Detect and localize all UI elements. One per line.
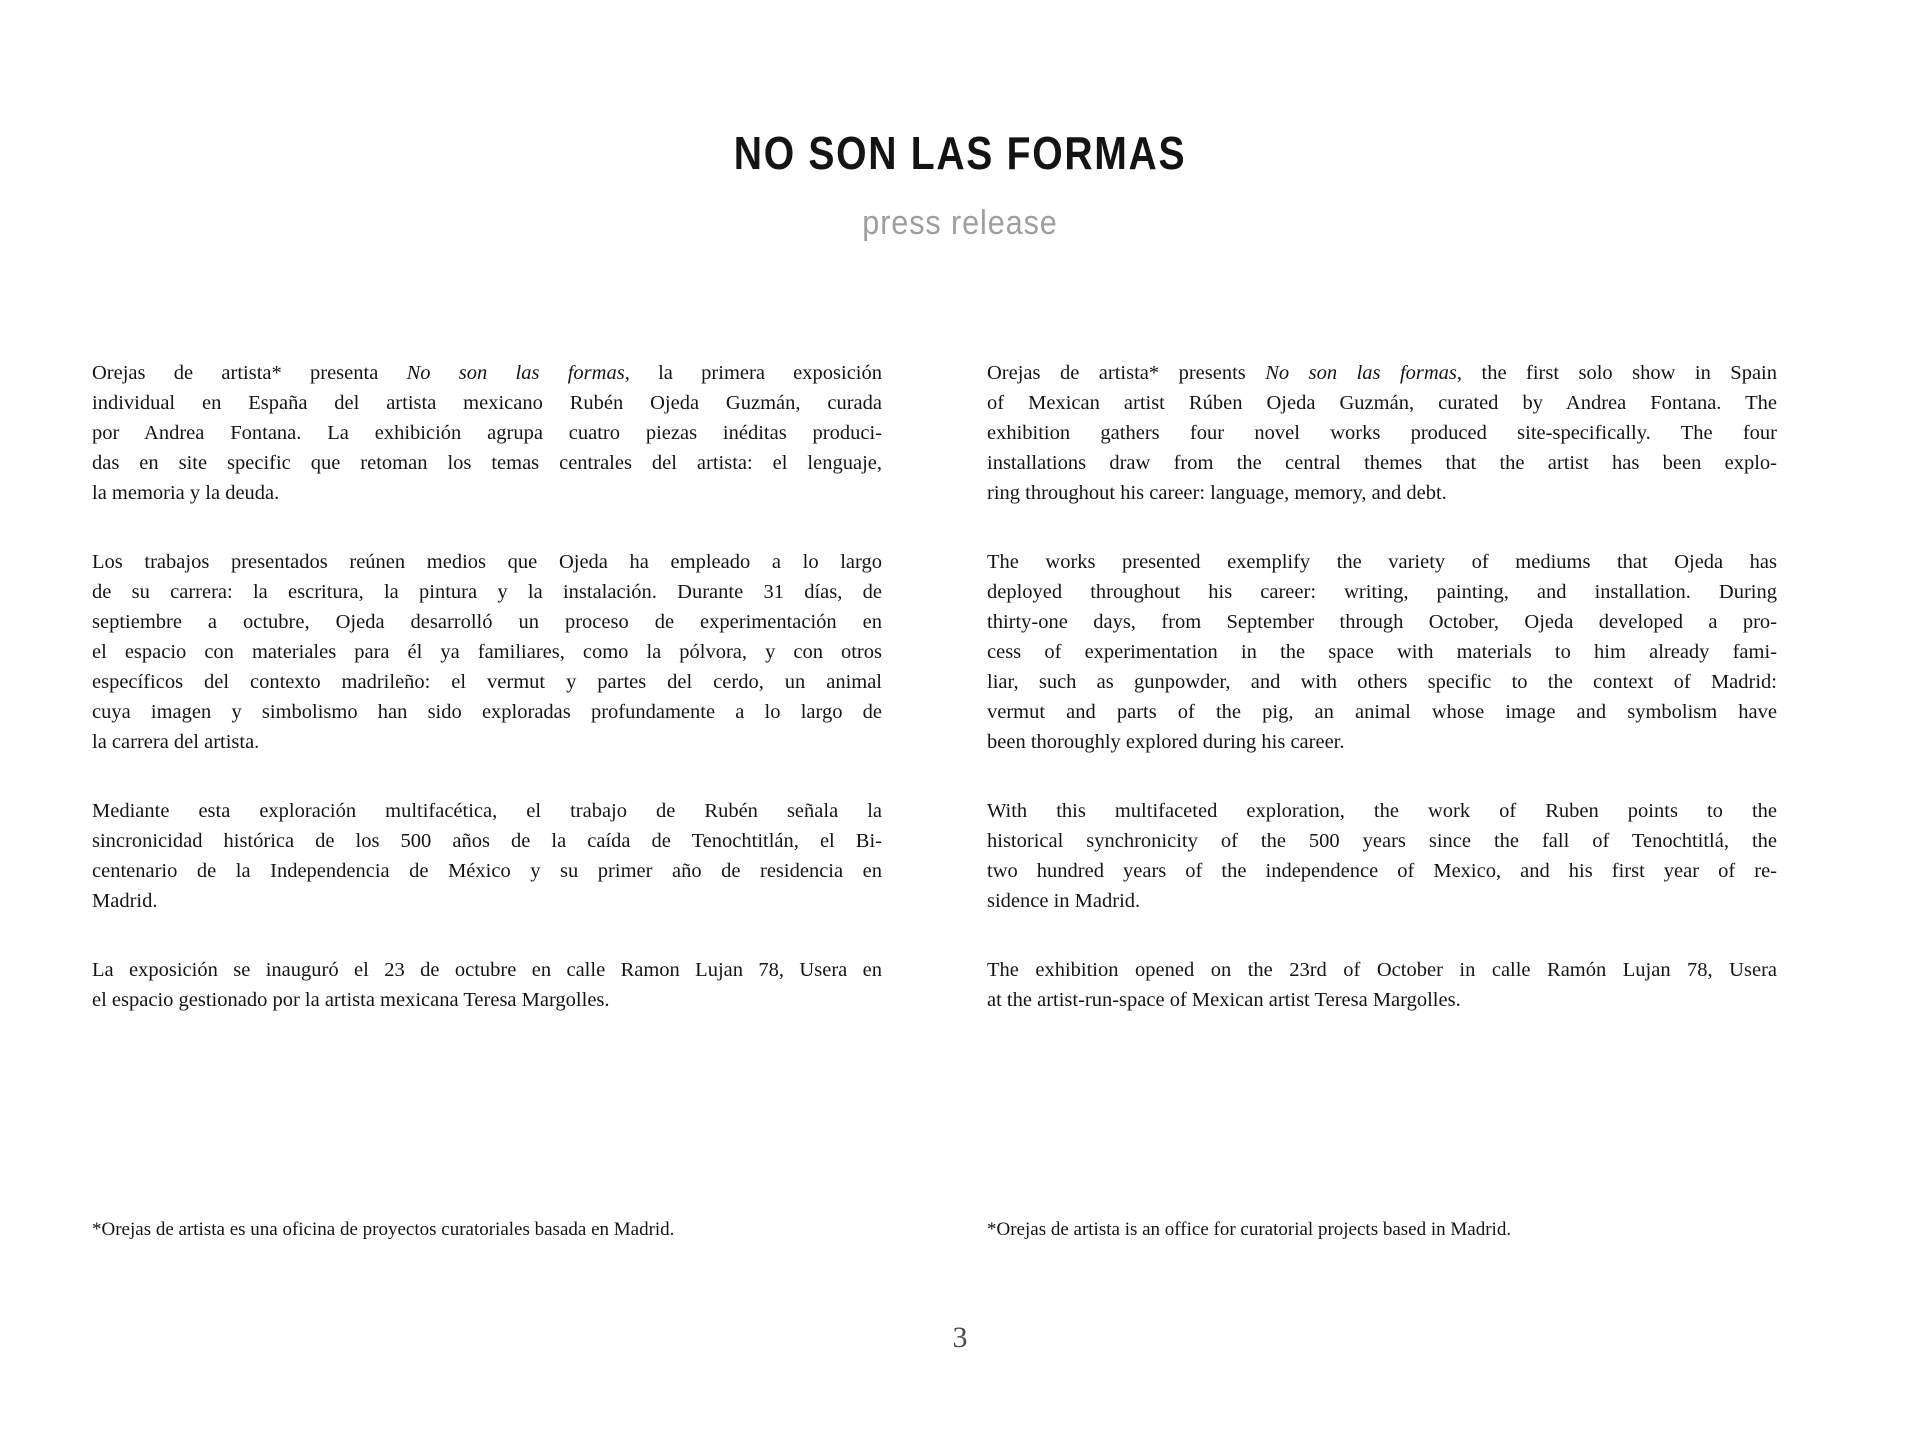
text-line: septiembre a octubre, Ojeda desarrolló un proceso de experimentación en [92,611,882,633]
text-line: installations draw from the central themes that the artist has been explo- [987,452,1777,474]
text-line: sincronicidad histórica de los 500 años de la caída de Tenochtitlán, el Bi- [92,830,882,852]
paragraph [987,358,1777,508]
text-line: Orejas de artista* presents No son las formas, the first solo show in Spain [987,362,1778,384]
paragraph [987,796,1777,916]
paragraph [987,547,1777,757]
two-column-body [92,358,1777,1440]
text-line: la carrera del artista. [92,731,260,753]
text-line: liar, such as gunpowder, and with others specific to the context of Madrid: [987,671,1777,693]
paragraph [987,955,1777,1015]
text-line: específicos del contexto madrileño: el vermut y partes del cerdo, un animal [92,671,882,693]
text-line: La exposición se inauguró el 23 de octubre en calle Ramon Lujan 78, Usera en [92,959,882,981]
text-line: The exhibition opened on the 23rd of October in calle Ramón Lujan 78, Usera [987,959,1777,981]
page-number: 3 [952,1321,968,1354]
text-line: cuya imagen y simbolismo han sido exploradas profundamente a lo largo de [92,701,882,723]
text-line: individual en España del artista mexicano Rubén Ojeda Guzmán, curada [92,392,882,414]
paragraph [92,955,882,1015]
text-line: el espacio con materiales para él ya familiares, como la pólvora, y con otros [92,641,882,663]
text-line: historical synchronicity of the 500 years since the fall of Tenochtitlá, the [987,830,1777,852]
footnote-english: *Orejas de artista is an office for curatorial projects based in Madrid. [987,1219,1512,1240]
text-line: at the artist-run-space of Mexican artist Teresa Margolles. [987,989,1461,1011]
text-line: centenario de la Independencia de México y su primer año de residencia en [92,860,882,882]
text-line: de su carrera: la escritura, la pintura y la instalación. Durante 31 días, de [92,581,882,603]
text-line: thirty-one days, from September through October, Ojeda developed a pro- [987,611,1777,633]
text-line: been thoroughly explored during his career. [987,731,1345,753]
page-title: NO SON LAS FORMAS [733,127,1187,179]
text-line: exhibition gathers four novel works produced site-specifically. The four [987,422,1777,444]
spanish-text [92,358,882,1015]
text-line: vermut and parts of the pig, an animal whose image and symbolism have [987,701,1777,723]
column-spanish [92,358,882,1440]
text-line: Orejas de artista* presenta No son las formas, la primera exposición [92,362,883,384]
text-line: With this multifaceted exploration, the work of Ruben points to the [987,800,1777,822]
paragraph [92,358,882,508]
text-line: el espacio gestionado por la artista mexicana Teresa Margolles. [92,989,610,1011]
text-line: deployed throughout his career: writing, painting, and installation. During [987,581,1777,603]
text-line: das en site specific que retoman los temas centrales del artista: el lenguaje, [92,452,882,474]
text-line: sidence in Madrid. [987,890,1141,912]
text-line: Madrid. [92,890,158,912]
text-line: por Andrea Fontana. La exhibición agrupa cuatro piezas inéditas produci- [92,422,882,444]
text-line: of Mexican artist Rúben Ojeda Guzmán, curated by Andrea Fontana. The [987,392,1777,414]
page-subtitle: press release [862,204,1058,242]
text-line: The works presented exemplify the variety of mediums that Ojeda has [987,551,1777,573]
text-line: ring throughout his career: language, memory, and debt. [987,482,1447,504]
text-line: la memoria y la deuda. [92,482,280,504]
english-text [987,358,1777,1015]
text-line: Mediante esta exploración multifacética, el trabajo de Rubén señala la [92,800,882,822]
paragraph [92,796,882,916]
footnote-spanish: *Orejas de artista es una oficina de proyectos curatoriales basada en Madrid. [92,1219,675,1240]
text-line: two hundred years of the independence of Mexico, and his first year of re- [987,860,1777,882]
text-line: cess of experimentation in the space with materials to him already fami- [987,641,1777,663]
column-english [987,358,1777,1440]
paragraph [92,547,882,757]
text-line: Los trabajos presentados reúnen medios que Ojeda ha empleado a lo largo [92,551,882,573]
